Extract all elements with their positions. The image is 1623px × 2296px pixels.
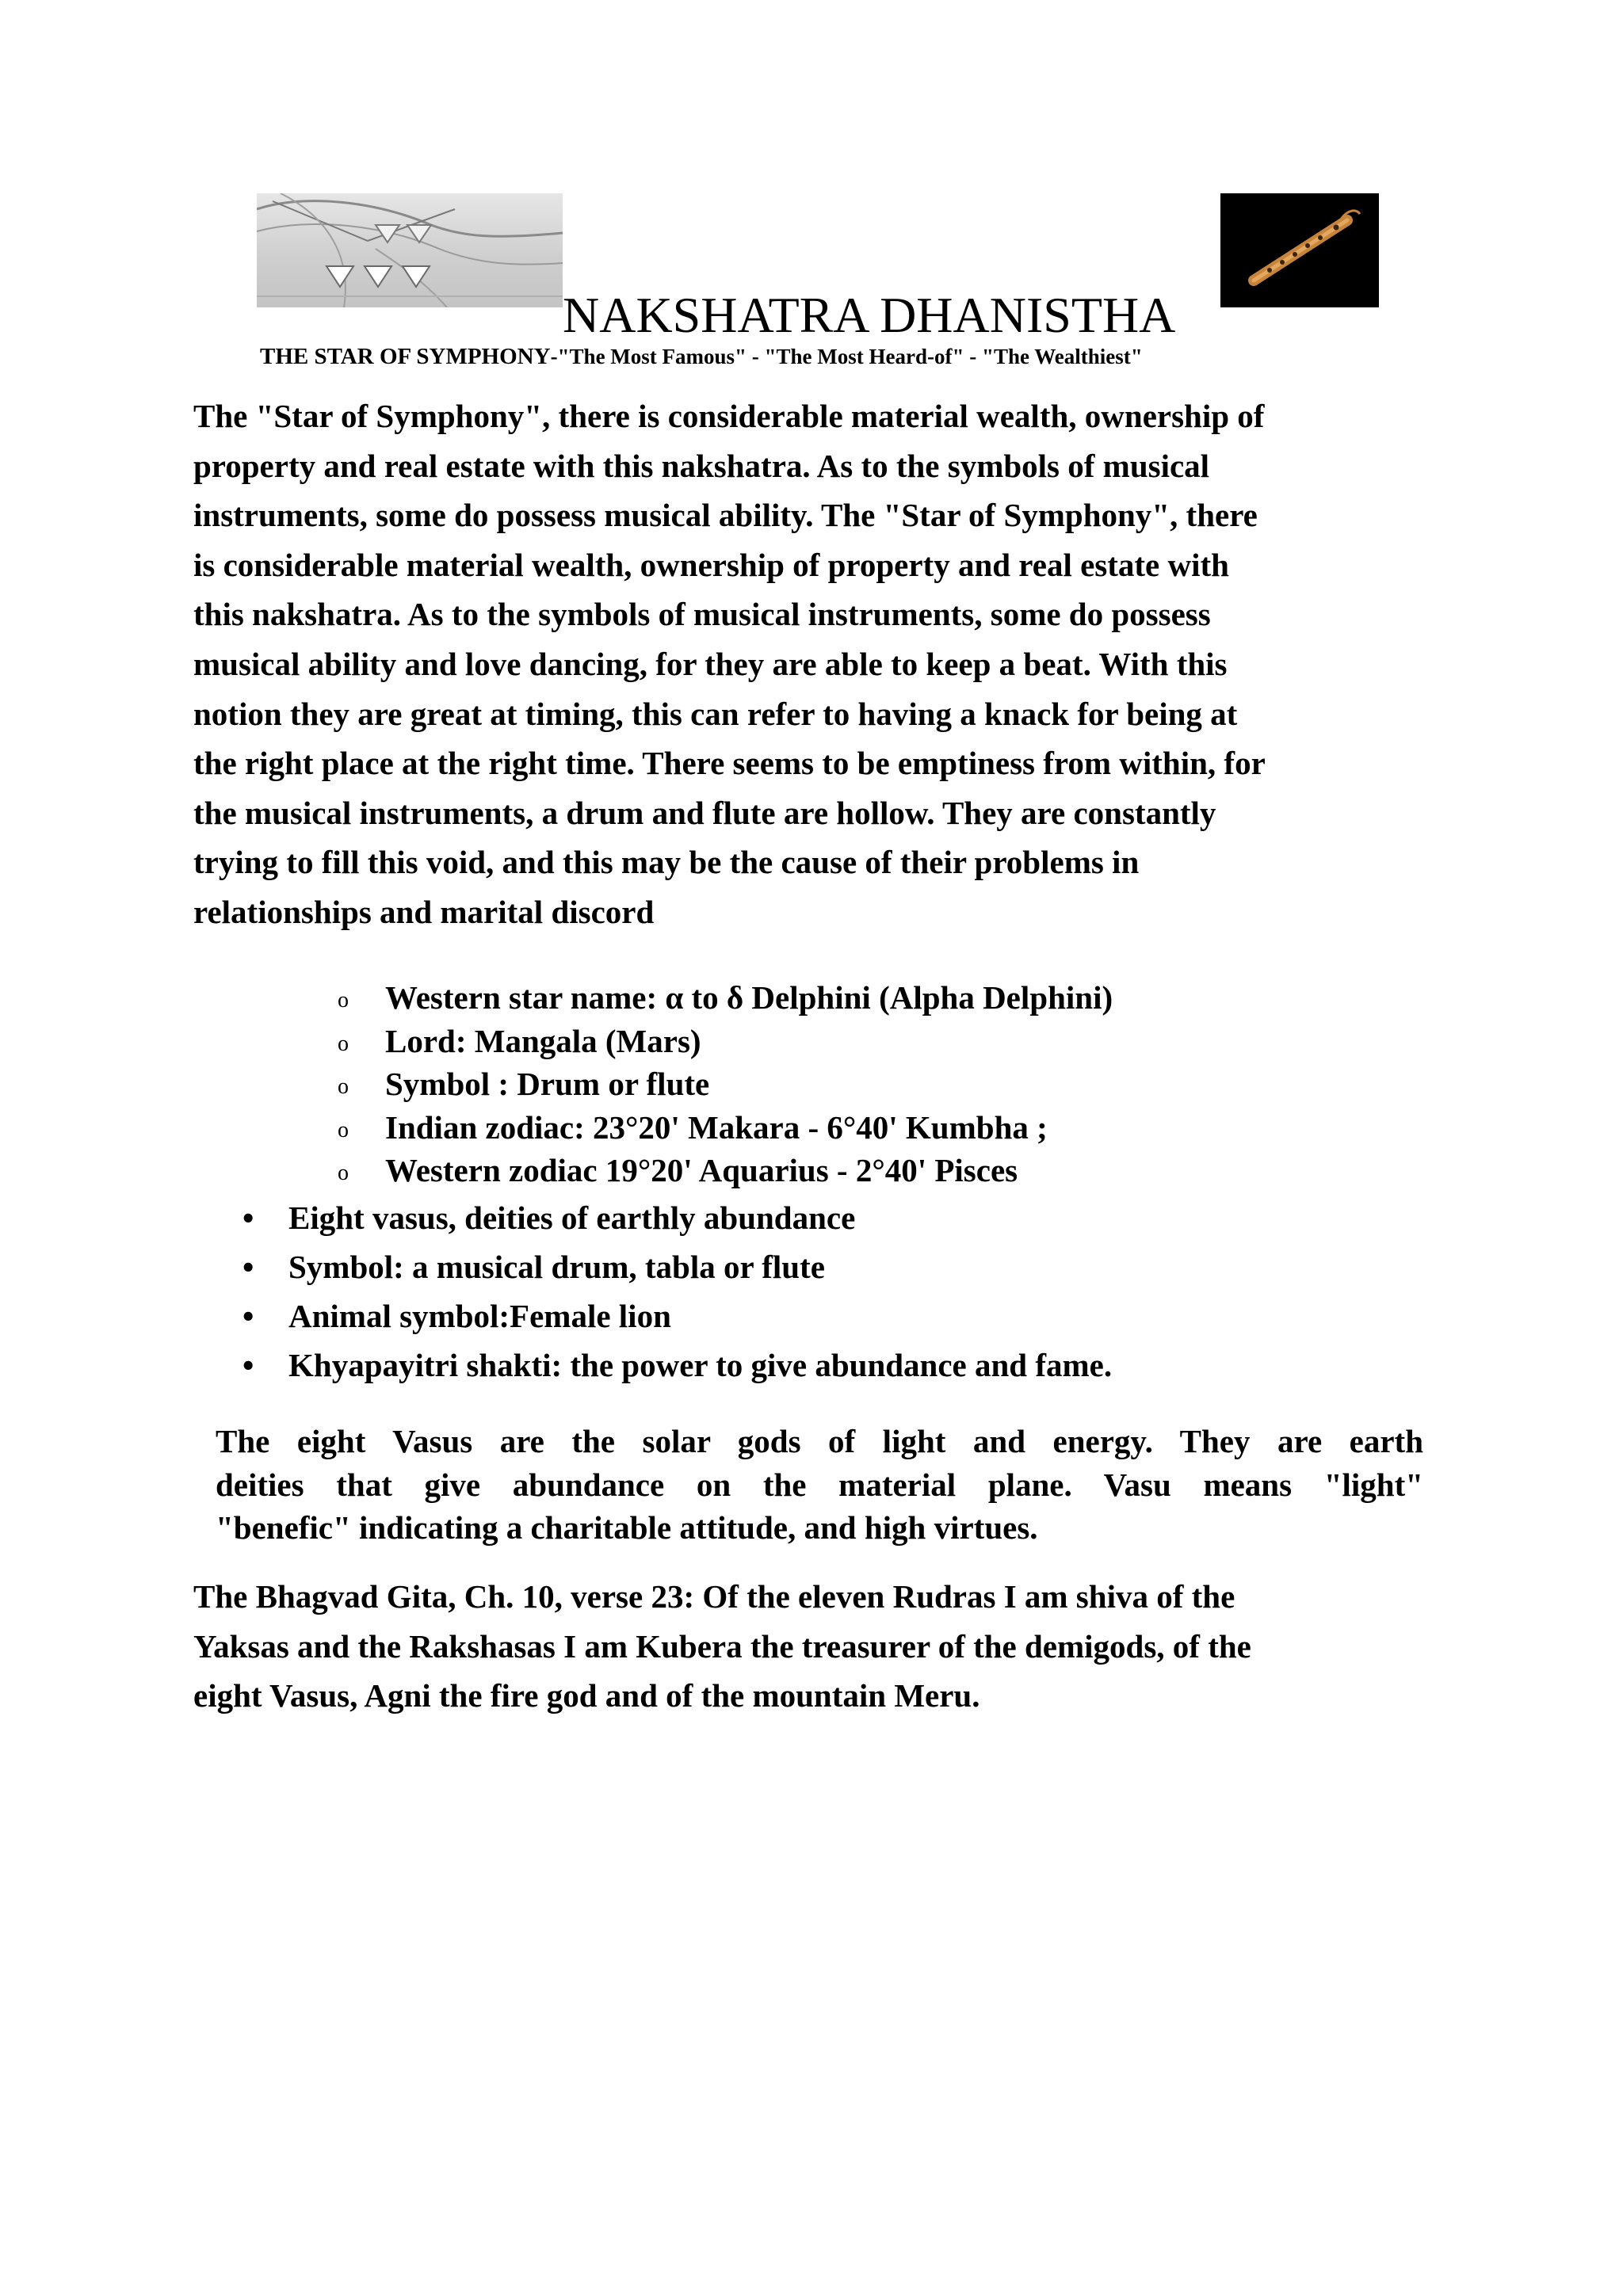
intro-paragraph: [193, 391, 1445, 937]
intro-line: instruments, some do possess musical ability. The "Star of Symphony", there: [193, 497, 1258, 534]
list-marker: o: [338, 1161, 349, 1185]
list-item: [238, 1242, 1112, 1291]
list-item: [330, 1062, 1113, 1106]
list-item: [330, 1149, 1113, 1192]
deity-symbol-list: [238, 1193, 1112, 1390]
list-item: [330, 1106, 1113, 1150]
bullet-marker: •: [242, 1347, 254, 1383]
vasus-paragraph: [216, 1420, 1423, 1550]
list-item: [238, 1291, 1112, 1341]
bullet-marker: •: [242, 1199, 254, 1236]
list-item-text: Western zodiac 19°20' Aquarius - 2°40' Pisces: [385, 1152, 1018, 1188]
list-item-text: Animal symbol:Female lion: [288, 1298, 671, 1334]
vasus-line: The eight Vasus are the solar gods of light and energy. They are earth: [216, 1423, 1423, 1459]
intro-line: property and real estate with this nakshatra. As to the symbols of musical: [193, 447, 1210, 484]
list-item-text: Indian zodiac: 23°20' Makara - 6°40' Kumbha ;: [385, 1108, 1048, 1146]
list-item-text: Khyapayitri shakti: the power to give abundance and fame.: [288, 1347, 1113, 1383]
intro-line: trying to fill this void, and this may be the cause of their problems in: [193, 844, 1140, 881]
list-item: [238, 1193, 1112, 1242]
gita-line: The Bhagvad Gita, Ch. 10, verse 23: Of the eleven Rudras I am shiva of the: [193, 1578, 1235, 1615]
gita-line: Yaksas and the Rakshasas I am Kubera the treasurer of the demigods, of the: [193, 1627, 1251, 1665]
subtitle-lead: THE STAR OF SYMPHONY: [260, 344, 551, 369]
star-facts-list: [330, 976, 1113, 1192]
flute-image: [1220, 193, 1379, 307]
intro-line: this nakshatra. As to the symbols of musical instruments, some do possess: [193, 596, 1211, 633]
intro-line: relationships and marital discord: [193, 893, 655, 930]
list-item-text: Symbol: a musical drum, tabla or flute: [288, 1249, 825, 1285]
drum-drawing: [257, 193, 563, 307]
list-marker: o: [338, 1117, 349, 1142]
bullet-marker: •: [242, 1249, 254, 1285]
list-marker: o: [338, 1074, 349, 1099]
vasus-line: "benefic" indicating a charitable attitude, and high virtues.: [216, 1509, 1038, 1546]
flute-drawing: [1220, 193, 1379, 307]
gita-paragraph: [193, 1572, 1445, 1721]
intro-line: musical ability and love dancing, for they are able to keep a beat. With this: [193, 645, 1228, 682]
intro-line: the musical instruments, a drum and flute are hollow. They are constantly: [193, 794, 1216, 831]
subtitle-rest: -"The Most Famous" - "The Most Heard-of" - "The Wealthiest": [550, 345, 1143, 368]
list-marker: o: [338, 988, 349, 1013]
list-item-text: Eight vasus, deities of earthly abundance: [288, 1199, 856, 1236]
intro-line: is considerable material wealth, ownership of property and real estate with: [193, 546, 1229, 583]
list-item-text: Symbol : Drum or flute: [385, 1066, 710, 1102]
list-item-text: Lord: Mangala (Mars): [385, 1022, 701, 1059]
vasus-line: deities that give abundance on the material plane. Vasu means "light": [216, 1466, 1423, 1503]
list-item: [330, 976, 1113, 1020]
bullet-marker: •: [242, 1298, 254, 1334]
intro-line: the right place at the right time. There seems to be emptiness from within, for: [193, 745, 1266, 782]
subtitle: [260, 342, 1143, 371]
drum-image: [257, 193, 563, 307]
list-marker: o: [338, 1031, 349, 1056]
intro-line: The "Star of Symphony", there is considerable material wealth, ownership of: [193, 398, 1265, 434]
intro-line: notion they are great at timing, this can refer to having a knack for being at: [193, 695, 1238, 732]
list-item: [330, 1020, 1113, 1063]
gita-line: eight Vasus, Agni the fire god and of the mountain Meru.: [193, 1677, 980, 1714]
page-title: NAKSHATRA DHANISTHA: [563, 286, 1176, 343]
list-item-text: Western star name: α to δ Delphini (Alpha Delphini): [385, 979, 1113, 1016]
list-item: [238, 1341, 1112, 1390]
